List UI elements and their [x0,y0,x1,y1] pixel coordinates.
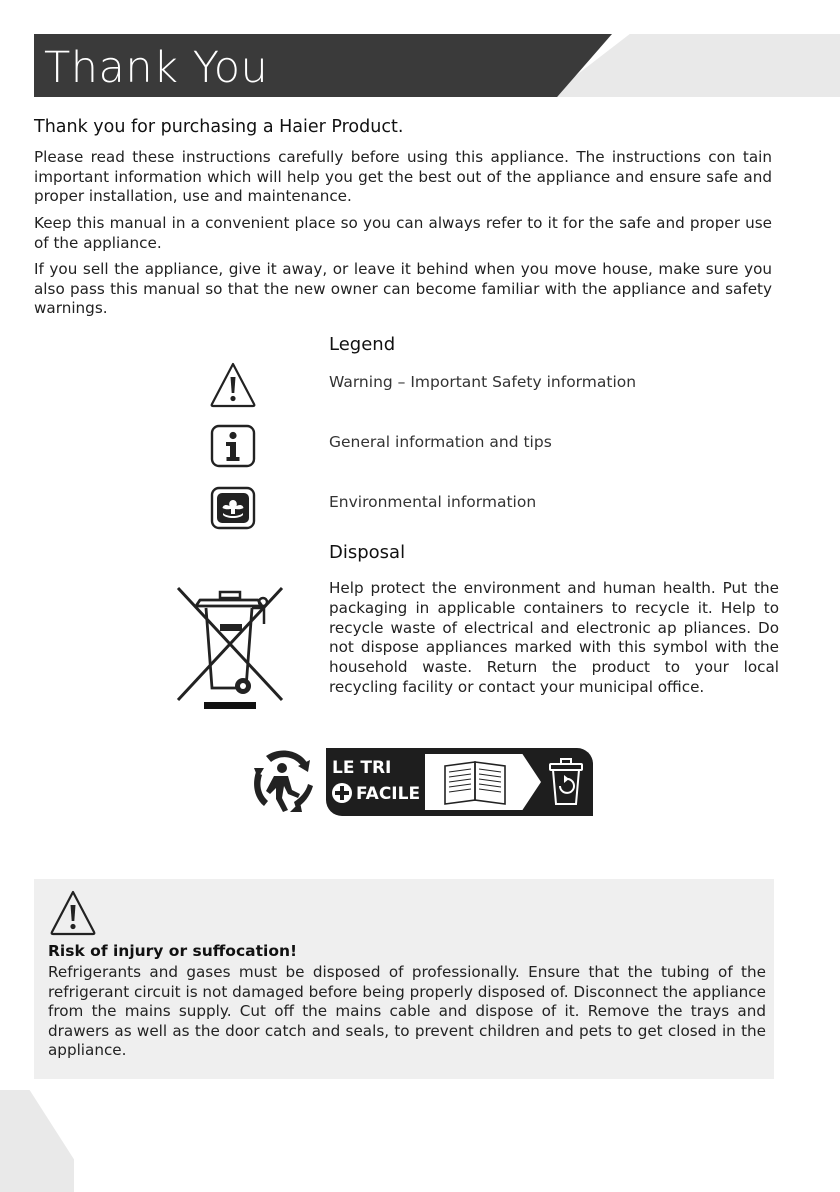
legend-item-label: General information and tips [329,433,552,451]
open-booklet-icon [425,754,541,810]
disposal-text: Help protect the environment and human health. Put the packaging in applicable containers to recycle it. Help to recycle waste of electrical and electronic ap pliances. Do not dispose appliances marked with this symbol with the household waste. Return the product to your local recycling facility or contact your municipal office. [329,579,779,696]
intro-paragraph: Please read these instructions carefully before using this appliance. The instructions con tain important information which will help you get the best out of the appliance and ensure safe and proper installation, use and maintenance. [34,148,772,205]
legend-item-label: Warning – Important Safety information [329,373,637,391]
plus-icon [332,783,352,803]
intro-paragraph: Keep this manual in a convenient place so you can always refer to it for the safe and proper use of the appliance. [34,214,772,252]
recycling-bin-icon [544,756,588,810]
crossed-out-wheelie-bin-icon [170,584,290,712]
le-tri-facile-badge [326,748,593,816]
legend-title: Legend [329,334,396,355]
warning-triangle-icon [48,889,98,937]
page-title: Thank You [44,43,269,93]
intro-heading: Thank you for purchasing a Haier Product. [34,117,404,137]
intro-paragraph: If you sell the appliance, give it away, or leave it behind when you move house, make sure you also pass this manual so that the new owner can become familiar with the appliance and safety warnings. [34,260,772,317]
warning-box [34,879,774,1079]
info-icon [210,424,256,468]
letri-line1: LE TRI [332,758,392,778]
warning-heading: Risk of injury or suffocation! [48,942,298,960]
letri-booklet-panel [425,754,541,810]
page-corner-tab [0,1090,74,1192]
triman-recycling-icon [250,748,316,816]
environment-icon [210,486,256,530]
warning-text: Refrigerants and gases must be disposed of professionally. Ensure that the tubing of the refrigerant circuit is not damaged before being properly disposed of. Disconnect the appliance from the mains supply. Cut off the mains cable and dispose of it. Remove the trays and drawers as well as the door catch and seals, to prevent children and pets to get closed in the appliance. [48,963,766,1059]
warning-triangle-icon [208,360,258,410]
legend-item-label: Environmental information [329,493,537,511]
disposal-title: Disposal [329,542,406,563]
letri-line2: FACILE [356,784,421,804]
